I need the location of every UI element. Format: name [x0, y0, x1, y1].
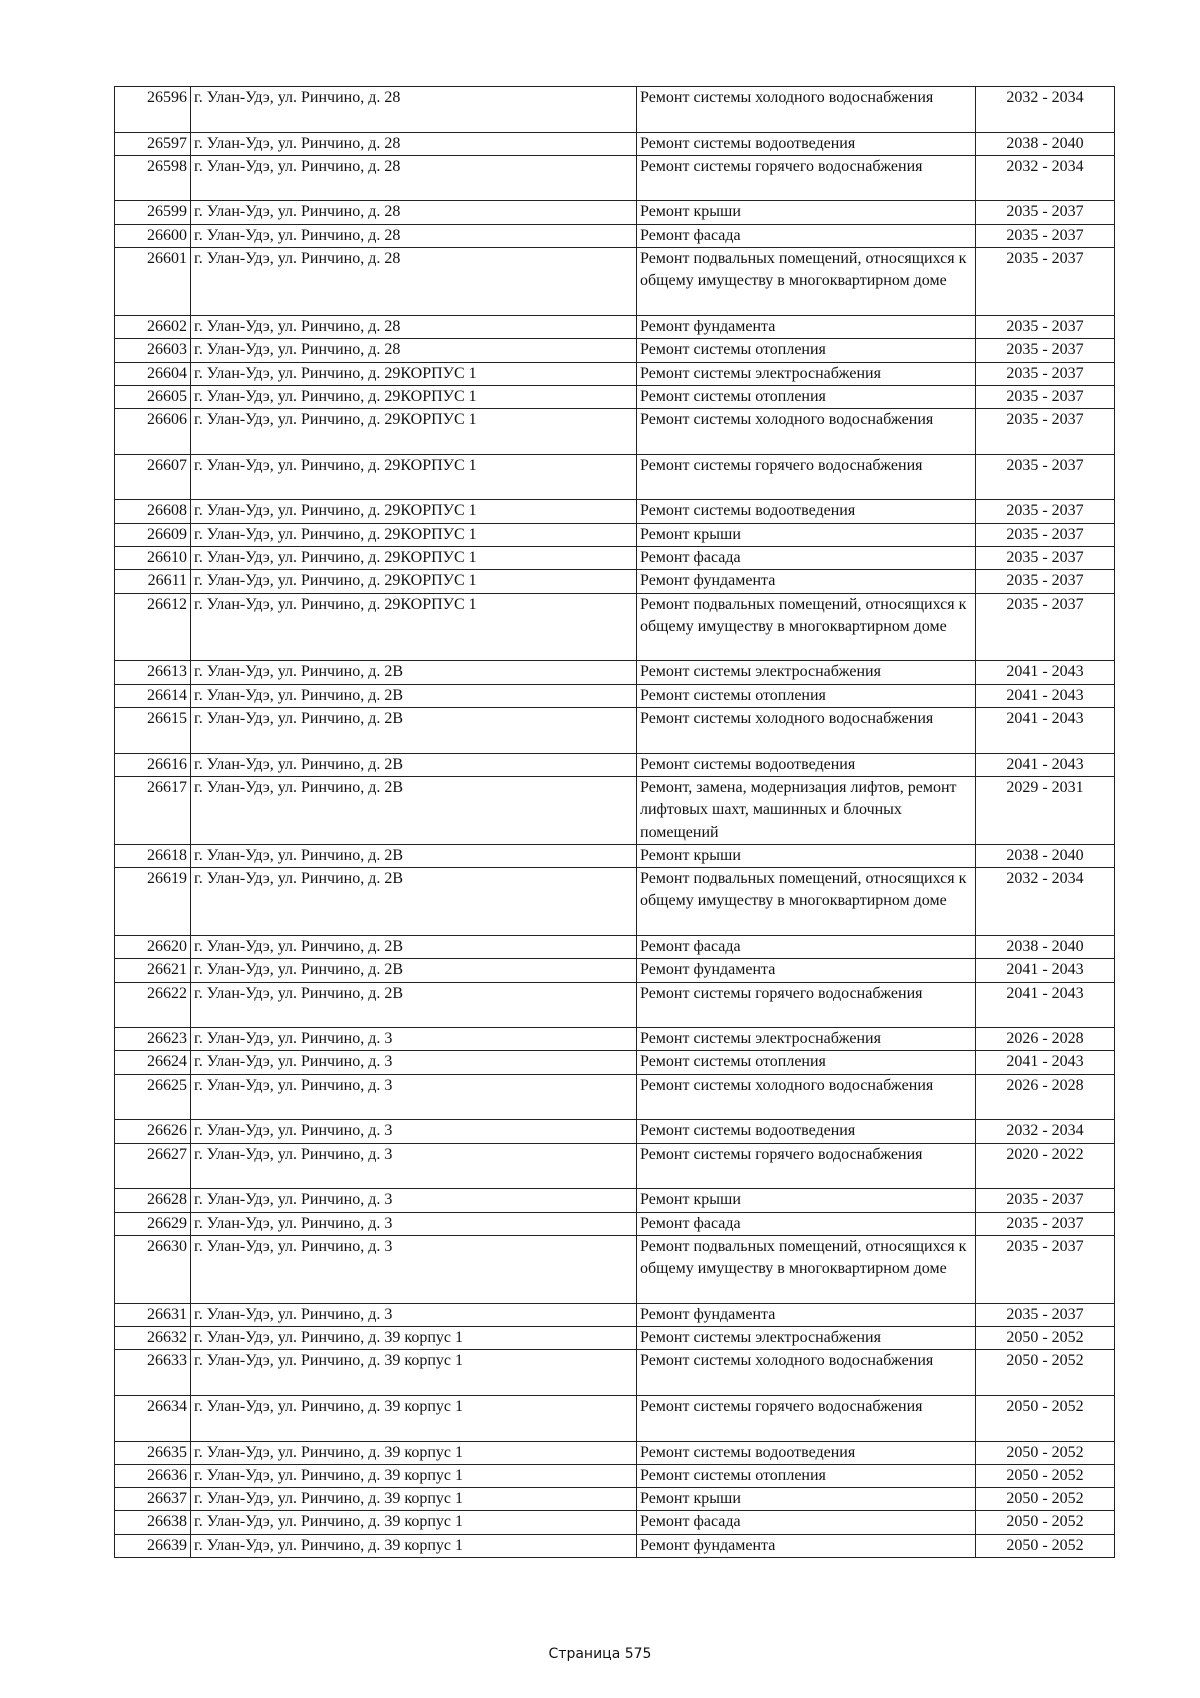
row-years: 2050 - 2052	[976, 1464, 1115, 1487]
row-address: г. Улан-Удэ, ул. Ринчино, д. 2В	[191, 935, 637, 958]
row-years: 2038 - 2040	[976, 132, 1115, 155]
row-work-type: Ремонт системы холодного водоснабжения	[637, 708, 976, 754]
row-address: г. Улан-Удэ, ул. Ринчино, д. 29КОРПУС 1	[191, 454, 637, 500]
row-number: 26612	[115, 593, 191, 661]
row-address: г. Улан-Удэ, ул. Ринчино, д. 2В	[191, 708, 637, 754]
row-address: г. Улан-Удэ, ул. Ринчино, д. 39 корпус 1	[191, 1464, 637, 1487]
table-row	[115, 1235, 1115, 1303]
row-number: 26603	[115, 339, 191, 362]
row-address: г. Улан-Удэ, ул. Ринчино, д. 3	[191, 1074, 637, 1120]
table-row	[115, 959, 1115, 982]
row-address: г. Улан-Удэ, ул. Ринчино, д. 28	[191, 155, 637, 201]
row-years: 2050 - 2052	[976, 1441, 1115, 1464]
row-years: 2035 - 2037	[976, 570, 1115, 593]
row-years: 2035 - 2037	[976, 409, 1115, 455]
table-row	[115, 1189, 1115, 1212]
row-work-type: Ремонт системы холодного водоснабжения	[637, 1074, 976, 1120]
row-number: 26637	[115, 1488, 191, 1511]
row-number: 26629	[115, 1212, 191, 1235]
row-work-type: Ремонт системы водоотведения	[637, 132, 976, 155]
table-row	[115, 982, 1115, 1028]
row-number: 26625	[115, 1074, 191, 1120]
row-years: 2020 - 2022	[976, 1143, 1115, 1189]
row-address: г. Улан-Удэ, ул. Ринчино, д. 28	[191, 224, 637, 247]
row-number: 26634	[115, 1395, 191, 1441]
row-work-type: Ремонт фасада	[637, 935, 976, 958]
row-work-type: Ремонт системы электроснабжения	[637, 362, 976, 385]
row-number: 26604	[115, 362, 191, 385]
row-number: 26600	[115, 224, 191, 247]
table-row	[115, 409, 1115, 455]
row-number: 26609	[115, 523, 191, 546]
row-number: 26621	[115, 959, 191, 982]
row-address: г. Улан-Удэ, ул. Ринчино, д. 2В	[191, 684, 637, 707]
row-years: 2041 - 2043	[976, 982, 1115, 1028]
page-number: Страница 575	[548, 1646, 652, 1662]
row-work-type: Ремонт подвальных помещений, относящихся к общему имуществу в многоквартирном доме	[637, 868, 976, 936]
row-address: г. Улан-Удэ, ул. Ринчино, д. 2В	[191, 868, 637, 936]
table-row	[115, 315, 1115, 338]
row-address: г. Улан-Удэ, ул. Ринчино, д. 28	[191, 315, 637, 338]
table-row	[115, 1511, 1115, 1534]
row-work-type: Ремонт, замена, модернизация лифтов, ремонт лифтовых шахт, машинных и блочных помещений	[637, 776, 976, 844]
row-work-type: Ремонт системы водоотведения	[637, 1120, 976, 1143]
row-years: 2035 - 2037	[976, 339, 1115, 362]
row-years: 2035 - 2037	[976, 315, 1115, 338]
table-row	[115, 132, 1115, 155]
row-address: г. Улан-Удэ, ул. Ринчино, д. 28	[191, 87, 637, 133]
row-number: 26598	[115, 155, 191, 201]
row-years: 2035 - 2037	[976, 593, 1115, 661]
table-row	[115, 1395, 1115, 1441]
row-years: 2050 - 2052	[976, 1488, 1115, 1511]
row-years: 2035 - 2037	[976, 454, 1115, 500]
table-row	[115, 684, 1115, 707]
row-years: 2041 - 2043	[976, 1051, 1115, 1074]
table-row	[115, 1212, 1115, 1235]
row-work-type: Ремонт фундамента	[637, 315, 976, 338]
row-number: 26631	[115, 1303, 191, 1326]
row-address: г. Улан-Удэ, ул. Ринчино, д. 3	[191, 1303, 637, 1326]
row-years: 2050 - 2052	[976, 1350, 1115, 1396]
row-address: г. Улан-Удэ, ул. Ринчино, д. 39 корпус 1	[191, 1327, 637, 1350]
row-work-type: Ремонт системы горячего водоснабжения	[637, 982, 976, 1028]
row-address: г. Улан-Удэ, ул. Ринчино, д. 29КОРПУС 1	[191, 570, 637, 593]
row-years: 2035 - 2037	[976, 1189, 1115, 1212]
row-work-type: Ремонт фундамента	[637, 1534, 976, 1557]
row-years: 2050 - 2052	[976, 1511, 1115, 1534]
row-years: 2035 - 2037	[976, 1303, 1115, 1326]
row-number: 26615	[115, 708, 191, 754]
row-years: 2035 - 2037	[976, 248, 1115, 316]
table-row	[115, 339, 1115, 362]
row-number: 26601	[115, 248, 191, 316]
row-years: 2035 - 2037	[976, 1235, 1115, 1303]
row-address: г. Улан-Удэ, ул. Ринчино, д. 28	[191, 132, 637, 155]
row-years: 2050 - 2052	[976, 1395, 1115, 1441]
table-row	[115, 1441, 1115, 1464]
row-address: г. Улан-Удэ, ул. Ринчино, д. 28	[191, 339, 637, 362]
table-row	[115, 661, 1115, 684]
row-work-type: Ремонт системы горячего водоснабжения	[637, 1143, 976, 1189]
row-number: 26632	[115, 1327, 191, 1350]
row-address: г. Улан-Удэ, ул. Ринчино, д. 2В	[191, 776, 637, 844]
table-row	[115, 454, 1115, 500]
row-address: г. Улан-Удэ, ул. Ринчино, д. 3	[191, 1051, 637, 1074]
table-row	[115, 201, 1115, 224]
row-work-type: Ремонт подвальных помещений, относящихся к общему имуществу в многоквартирном доме	[637, 248, 976, 316]
row-work-type: Ремонт системы отопления	[637, 1051, 976, 1074]
row-years: 2035 - 2037	[976, 1212, 1115, 1235]
row-number: 26596	[115, 87, 191, 133]
row-address: г. Улан-Удэ, ул. Ринчино, д. 2В	[191, 844, 637, 867]
row-number: 26636	[115, 1464, 191, 1487]
table-row	[115, 224, 1115, 247]
row-address: г. Улан-Удэ, ул. Ринчино, д. 29КОРПУС 1	[191, 523, 637, 546]
row-work-type: Ремонт системы горячего водоснабжения	[637, 1395, 976, 1441]
table-body	[115, 87, 1115, 1558]
row-work-type: Ремонт системы холодного водоснабжения	[637, 1350, 976, 1396]
row-work-type: Ремонт фундамента	[637, 570, 976, 593]
table-row	[115, 362, 1115, 385]
row-work-type: Ремонт системы отопления	[637, 684, 976, 707]
row-years: 2041 - 2043	[976, 661, 1115, 684]
table-row	[115, 1143, 1115, 1189]
row-work-type: Ремонт системы водоотведения	[637, 500, 976, 523]
row-work-type: Ремонт системы электроснабжения	[637, 1327, 976, 1350]
row-address: г. Улан-Удэ, ул. Ринчино, д. 39 корпус 1	[191, 1534, 637, 1557]
row-number: 26602	[115, 315, 191, 338]
row-address: г. Улан-Удэ, ул. Ринчино, д. 29КОРПУС 1	[191, 362, 637, 385]
table-row	[115, 844, 1115, 867]
row-years: 2035 - 2037	[976, 362, 1115, 385]
row-work-type: Ремонт крыши	[637, 523, 976, 546]
row-address: г. Улан-Удэ, ул. Ринчино, д. 2В	[191, 959, 637, 982]
row-years: 2032 - 2034	[976, 87, 1115, 133]
row-number: 26611	[115, 570, 191, 593]
row-work-type: Ремонт фасада	[637, 224, 976, 247]
table-row	[115, 1051, 1115, 1074]
row-work-type: Ремонт системы отопления	[637, 385, 976, 408]
row-number: 26623	[115, 1028, 191, 1051]
row-number: 26617	[115, 776, 191, 844]
row-address: г. Улан-Удэ, ул. Ринчино, д. 29КОРПУС 1	[191, 546, 637, 569]
row-number: 26618	[115, 844, 191, 867]
row-years: 2035 - 2037	[976, 523, 1115, 546]
table-row	[115, 1303, 1115, 1326]
row-number: 26613	[115, 661, 191, 684]
row-address: г. Улан-Удэ, ул. Ринчино, д. 29КОРПУС 1	[191, 500, 637, 523]
row-address: г. Улан-Удэ, ул. Ринчино, д. 3	[191, 1189, 637, 1212]
table-row	[115, 935, 1115, 958]
row-work-type: Ремонт фундамента	[637, 959, 976, 982]
row-address: г. Улан-Удэ, ул. Ринчино, д. 28	[191, 248, 637, 316]
row-number: 26610	[115, 546, 191, 569]
table-row	[115, 1074, 1115, 1120]
row-address: г. Улан-Удэ, ул. Ринчино, д. 2В	[191, 982, 637, 1028]
row-years: 2029 - 2031	[976, 776, 1115, 844]
row-work-type: Ремонт подвальных помещений, относящихся к общему имуществу в многоквартирном доме	[637, 1235, 976, 1303]
row-number: 26635	[115, 1441, 191, 1464]
row-number: 26608	[115, 500, 191, 523]
row-number: 26607	[115, 454, 191, 500]
row-years: 2035 - 2037	[976, 201, 1115, 224]
table-row	[115, 1120, 1115, 1143]
row-work-type: Ремонт системы отопления	[637, 1464, 976, 1487]
row-years: 2035 - 2037	[976, 500, 1115, 523]
row-work-type: Ремонт крыши	[637, 1488, 976, 1511]
row-number: 26616	[115, 753, 191, 776]
row-years: 2032 - 2034	[976, 155, 1115, 201]
row-years: 2050 - 2052	[976, 1534, 1115, 1557]
row-number: 26606	[115, 409, 191, 455]
table-row	[115, 1464, 1115, 1487]
row-number: 26639	[115, 1534, 191, 1557]
row-work-type: Ремонт крыши	[637, 844, 976, 867]
row-work-type: Ремонт фасада	[637, 1212, 976, 1235]
table-row	[115, 248, 1115, 316]
row-work-type: Ремонт системы горячего водоснабжения	[637, 155, 976, 201]
row-years: 2032 - 2034	[976, 868, 1115, 936]
row-work-type: Ремонт системы холодного водоснабжения	[637, 409, 976, 455]
table-row	[115, 776, 1115, 844]
row-address: г. Улан-Удэ, ул. Ринчино, д. 3	[191, 1028, 637, 1051]
row-years: 2041 - 2043	[976, 959, 1115, 982]
table-row	[115, 1350, 1115, 1396]
row-years: 2041 - 2043	[976, 708, 1115, 754]
row-address: г. Улан-Удэ, ул. Ринчино, д. 29КОРПУС 1	[191, 593, 637, 661]
table-row	[115, 1534, 1115, 1557]
row-number: 26627	[115, 1143, 191, 1189]
table-row	[115, 546, 1115, 569]
row-address: г. Улан-Удэ, ул. Ринчино, д. 39 корпус 1	[191, 1511, 637, 1534]
row-work-type: Ремонт крыши	[637, 201, 976, 224]
table-row	[115, 385, 1115, 408]
row-address: г. Улан-Удэ, ул. Ринчино, д. 39 корпус 1	[191, 1441, 637, 1464]
row-address: г. Улан-Удэ, ул. Ринчино, д. 2В	[191, 753, 637, 776]
table-row	[115, 753, 1115, 776]
row-address: г. Улан-Удэ, ул. Ринчино, д. 39 корпус 1	[191, 1488, 637, 1511]
row-number: 26605	[115, 385, 191, 408]
row-years: 2050 - 2052	[976, 1327, 1115, 1350]
row-years: 2038 - 2040	[976, 844, 1115, 867]
row-years: 2035 - 2037	[976, 546, 1115, 569]
table-row	[115, 1028, 1115, 1051]
row-years: 2041 - 2043	[976, 753, 1115, 776]
row-number: 26622	[115, 982, 191, 1028]
row-number: 26624	[115, 1051, 191, 1074]
row-years: 2026 - 2028	[976, 1028, 1115, 1051]
row-address: г. Улан-Удэ, ул. Ринчино, д. 39 корпус 1	[191, 1395, 637, 1441]
row-work-type: Ремонт подвальных помещений, относящихся к общему имуществу в многоквартирном доме	[637, 593, 976, 661]
row-work-type: Ремонт системы холодного водоснабжения	[637, 87, 976, 133]
row-number: 26638	[115, 1511, 191, 1534]
row-years: 2026 - 2028	[976, 1074, 1115, 1120]
row-years: 2038 - 2040	[976, 935, 1115, 958]
row-work-type: Ремонт фундамента	[637, 1303, 976, 1326]
row-work-type: Ремонт крыши	[637, 1189, 976, 1212]
row-number: 26633	[115, 1350, 191, 1396]
row-address: г. Улан-Удэ, ул. Ринчино, д. 29КОРПУС 1	[191, 409, 637, 455]
row-address: г. Улан-Удэ, ул. Ринчино, д. 3	[191, 1235, 637, 1303]
row-number: 26626	[115, 1120, 191, 1143]
row-work-type: Ремонт фасада	[637, 1511, 976, 1534]
row-address: г. Улан-Удэ, ул. Ринчино, д. 3	[191, 1212, 637, 1235]
row-years: 2041 - 2043	[976, 684, 1115, 707]
row-years: 2035 - 2037	[976, 385, 1115, 408]
row-number: 26620	[115, 935, 191, 958]
repair-schedule-table	[114, 86, 1115, 1558]
row-years: 2035 - 2037	[976, 224, 1115, 247]
table-row	[115, 1488, 1115, 1511]
row-number: 26597	[115, 132, 191, 155]
table-row	[115, 500, 1115, 523]
table-row	[115, 708, 1115, 754]
table-row	[115, 570, 1115, 593]
table-row	[115, 523, 1115, 546]
row-work-type: Ремонт системы горячего водоснабжения	[637, 454, 976, 500]
row-address: г. Улан-Удэ, ул. Ринчино, д. 28	[191, 201, 637, 224]
table-row	[115, 1327, 1115, 1350]
row-address: г. Улан-Удэ, ул. Ринчино, д. 3	[191, 1120, 637, 1143]
table-row	[115, 868, 1115, 936]
row-years: 2032 - 2034	[976, 1120, 1115, 1143]
table-row	[115, 87, 1115, 133]
row-work-type: Ремонт системы отопления	[637, 339, 976, 362]
table-row	[115, 155, 1115, 201]
row-address: г. Улан-Удэ, ул. Ринчино, д. 29КОРПУС 1	[191, 385, 637, 408]
row-number: 26599	[115, 201, 191, 224]
row-number: 26628	[115, 1189, 191, 1212]
row-address: г. Улан-Удэ, ул. Ринчино, д. 39 корпус 1	[191, 1350, 637, 1396]
row-work-type: Ремонт системы водоотведения	[637, 753, 976, 776]
row-address: г. Улан-Удэ, ул. Ринчино, д. 2В	[191, 661, 637, 684]
row-work-type: Ремонт системы электроснабжения	[637, 1028, 976, 1051]
row-work-type: Ремонт системы водоотведения	[637, 1441, 976, 1464]
table-row	[115, 593, 1115, 661]
row-address: г. Улан-Удэ, ул. Ринчино, д. 3	[191, 1143, 637, 1189]
row-number: 26619	[115, 868, 191, 936]
row-number: 26614	[115, 684, 191, 707]
row-number: 26630	[115, 1235, 191, 1303]
row-work-type: Ремонт системы электроснабжения	[637, 661, 976, 684]
row-work-type: Ремонт фасада	[637, 546, 976, 569]
